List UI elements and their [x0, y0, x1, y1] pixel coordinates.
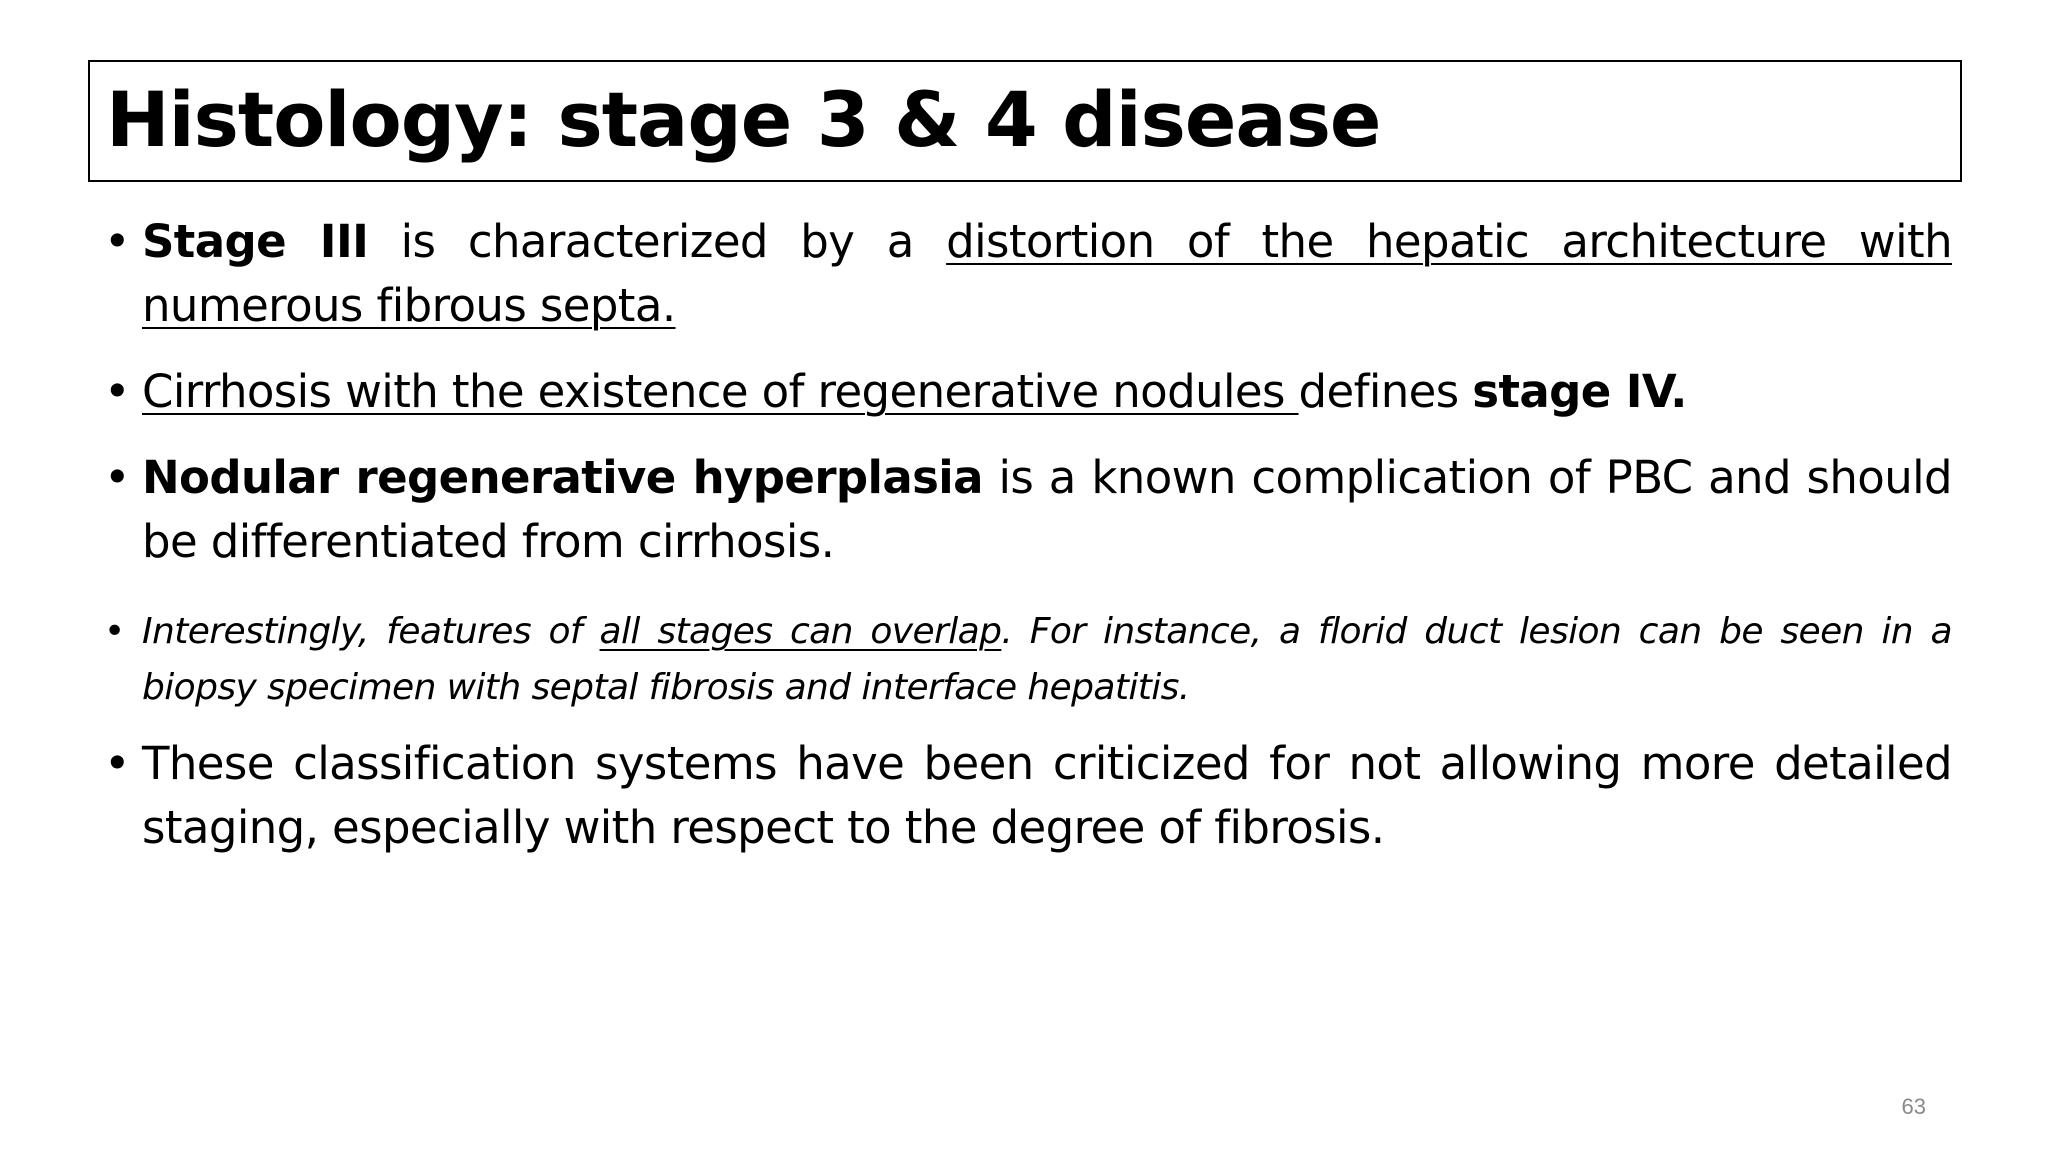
- overlapping-features-example: . For instance, a florid duct lesion can be seen in a biopsy specimen with septal fibrosis and interface hepatitis.: [142, 611, 1952, 708]
- stage-iv-connector-text: defines: [1298, 365, 1473, 418]
- bullet-marker: •: [104, 451, 130, 504]
- stage-iii-term: Stage III: [142, 215, 369, 268]
- bullet-marker: •: [104, 215, 130, 268]
- overlapping-features-underlined: all stages can overlap: [599, 611, 1002, 652]
- stage-iv-term: stage IV.: [1472, 365, 1687, 418]
- bullet-text-overlapping-features: [142, 604, 1952, 716]
- bullet-text-classification-criticism: These classification systems have been criticized for not allowing more detailed staging, especially with respect to the degree of fibrosis.: [142, 737, 1952, 854]
- overlapping-features-intro: Interestingly, features of: [142, 611, 600, 652]
- stage-iii-underlined-description: distortion of the hepatic architecture with numerous fibrous septa.: [142, 215, 1952, 332]
- nodular-regenerative-hyperplasia-description: is a known complication of PBC and should be differentiated from cirrhosis.: [142, 451, 1952, 568]
- bullet-marker: •: [104, 365, 130, 418]
- bullet-marker: •: [104, 737, 130, 790]
- bullet-item-overlapping-features: [104, 604, 1952, 720]
- nodular-regenerative-hyperplasia-term: Nodular regenerative hyperplasia: [142, 451, 983, 504]
- stage-iii-description: is characterized by a: [368, 215, 947, 268]
- slide-page-number: 63: [1901, 1094, 1926, 1119]
- slide-title: Histology: stage 3 & 4 disease: [106, 75, 1381, 164]
- bullet-marker: •: [104, 611, 125, 652]
- bullet-item-stage-iii: [104, 210, 1952, 336]
- bullet-text-stage-iii: [142, 210, 1952, 338]
- bullet-list: [104, 210, 1952, 890]
- title-box: [88, 60, 1962, 182]
- bullet-item-nodular-regenerative-hyperplasia: [104, 446, 1952, 572]
- bullet-text-stage-iv: [142, 360, 1952, 424]
- bullet-text-nodular-regenerative-hyperplasia: [142, 446, 1952, 574]
- bullet-item-classification-criticism: [104, 732, 1952, 858]
- bullet-item-stage-iv: [104, 360, 1952, 430]
- cirrhosis-underlined-text: Cirrhosis with the existence of regenerative nodules: [142, 365, 1299, 418]
